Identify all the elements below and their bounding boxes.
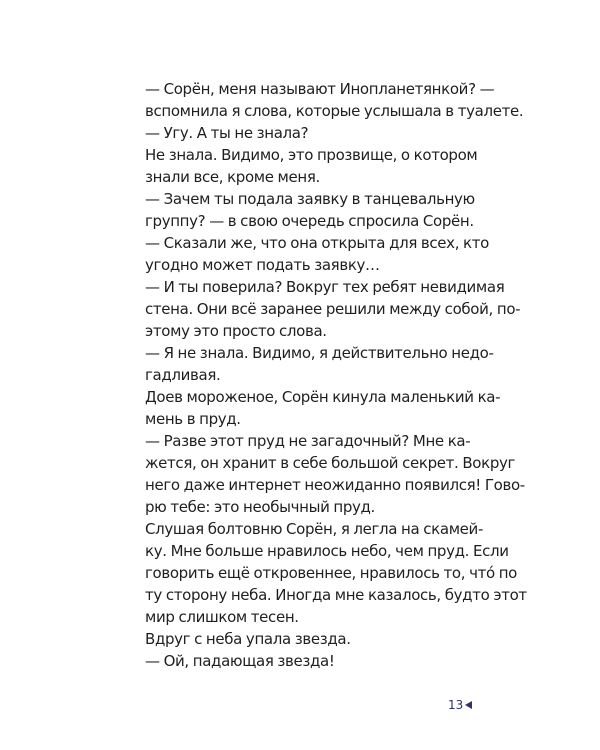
text-line: — Я не знала. Видимо, я действительно недо- xyxy=(145,344,494,362)
text-line: мень в пруд. xyxy=(145,410,241,428)
text-line: группу? — в свою очередь спросила Сорён. xyxy=(145,212,474,230)
text-line: Доев мороженое, Сорён кинула маленький ка- xyxy=(145,388,501,406)
text-line: — Сорён, меня называют Инопланетянкой? — xyxy=(145,80,495,98)
text-line: говорить ещё откровеннее, нравилось то, чтó по xyxy=(145,564,518,582)
text-line: этому это просто слова. xyxy=(145,322,327,340)
text-line: ку. Мне больше нравилось небо, чем пруд. Если xyxy=(145,542,509,560)
text-line: — Разве этот пруд не загадочный? Мне ка- xyxy=(145,432,471,450)
text-line: вспомнила я слова, которые услышала в туалете. xyxy=(145,102,524,120)
text-line: рю тебе: это необычный пруд. xyxy=(145,498,375,516)
text-line: стена. Они всё заранее решили между собой, по- xyxy=(145,300,521,318)
text-line: Вдруг с неба упала звезда. xyxy=(145,630,351,648)
text-line: знали все, кроме меня. xyxy=(145,168,320,186)
text-line: — И ты поверила? Вокруг тех ребят невидимая xyxy=(145,278,505,296)
text-line: гадливая. xyxy=(145,366,221,384)
text-line: мир слишком тесен. xyxy=(145,608,299,626)
text-line: — Зачем ты подала заявку в танцевальную xyxy=(145,190,475,208)
text-line: — Ой, падающая звезда! xyxy=(145,652,335,670)
left-triangle-icon xyxy=(465,701,472,709)
page-number xyxy=(448,698,472,712)
text-line: жется, он хранит в себе большой секрет. Вокруг xyxy=(145,454,516,472)
text-line: него даже интернет неожиданно появился! Гово- xyxy=(145,476,525,494)
text-line: угодно может подать заявку… xyxy=(145,256,380,274)
main-text xyxy=(145,78,527,672)
text-line: ту сторону неба. Иногда мне казалось, будто этот xyxy=(145,586,527,604)
text-line: — Угу. А ты не знала? xyxy=(145,124,309,142)
text-line: Не знала. Видимо, это прозвище, о котором xyxy=(145,146,478,164)
text-line: — Сказали же, что она открыта для всех, кто xyxy=(145,234,489,252)
text-line: Слушая болтовню Сорён, я легла на скамей- xyxy=(145,520,484,538)
page-number-text: 13 xyxy=(448,698,464,712)
